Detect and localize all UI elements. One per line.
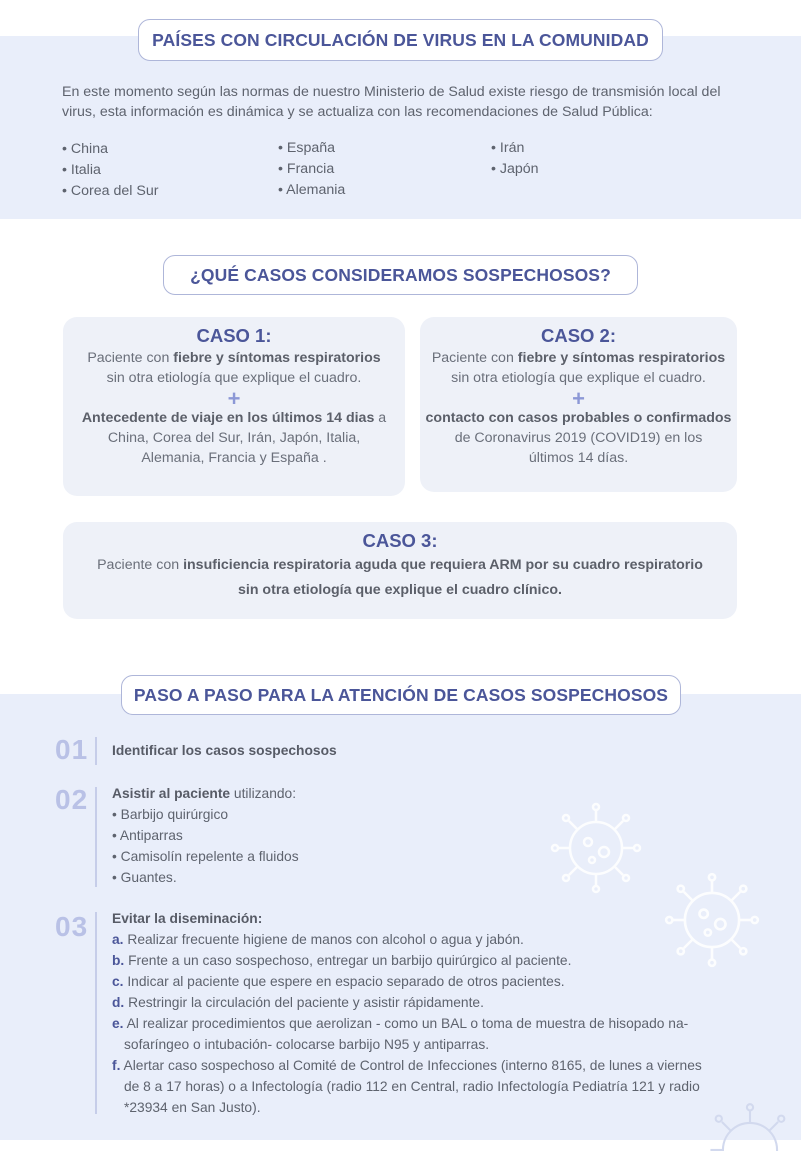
step-3-number: 03 (55, 911, 89, 942)
case-2-card (420, 317, 737, 492)
list-item-text: Alertar caso sospechoso al Comité de Control de Infecciones (interno 8165, de lunes a viernes de 8 a 17 horas) o a Infectología (radio 112 en Central, radio Infectología Pediatría 121 y radio *23934 en San Justo). (120, 1058, 702, 1115)
country-item: • España (278, 140, 336, 156)
country-item: • China (62, 141, 108, 157)
virus-icon (700, 1100, 800, 1151)
case-3-line-1: Paciente con insuficiencia respiratoria aguda que requiera ARM por su cuadro respiratorio (97, 557, 703, 573)
list-item-letter: c. (112, 974, 124, 989)
list-item-letter: b. (112, 953, 125, 968)
country-item: • Francia (278, 161, 335, 177)
country-item: • Alemania (278, 182, 346, 198)
step-2-number: 02 (55, 784, 89, 815)
case-1-title: CASO 1: (196, 325, 272, 346)
case-2-line-2: sin otra etiología que explique el cuadro. (451, 370, 706, 386)
case-1-line-4: China, Corea del Sur, Irán, Japón, Italia, (107, 430, 361, 446)
step-1-divider (95, 737, 97, 765)
list-item (112, 950, 712, 971)
country-item: • Italia (62, 162, 101, 178)
countries-column-3 (491, 138, 539, 180)
list-item-text: Frente a un caso sospechoso, entregar un barbijo quirúrgico al paciente. (124, 953, 572, 968)
list-item (112, 971, 712, 992)
list-item: • Barbijo quirúrgico (112, 807, 229, 822)
case-2-line-1: Paciente con fiebre y síntomas respiratorios (431, 350, 726, 366)
list-item-letter: d. (112, 995, 125, 1010)
list-item (112, 992, 712, 1013)
country-item: • Irán (491, 140, 525, 156)
step-3-divider (95, 912, 97, 1114)
step-1-number: 01 (55, 734, 89, 765)
virus-icon (548, 800, 644, 896)
list-item-letter: a. (112, 932, 124, 947)
case-1-line-2: sin otra etiología que explique el cuadro. (106, 370, 362, 386)
case-1-card (63, 317, 405, 496)
case-2-title: CASO 2: (540, 325, 617, 346)
step-2-list (112, 804, 299, 888)
list-item-letter: e. (112, 1016, 124, 1031)
step-2-content (112, 783, 299, 888)
list-item (112, 1055, 712, 1118)
list-item-text: Restringir la circulación del paciente y asistir rápidamente. (124, 995, 484, 1010)
list-item: • Guantes. (112, 870, 177, 885)
list-item: • Camisolín repelente a fluidos (112, 849, 299, 864)
case-2-line-4: de Coronavirus 2019 (COVID19) en los (454, 430, 703, 446)
plus-icon: + (227, 386, 241, 411)
list-item (112, 1013, 712, 1055)
step-3-list (112, 929, 712, 1118)
countries-section-title: PAÍSES CON CIRCULACIÓN DE VIRUS EN LA COMUNIDAD (138, 19, 663, 61)
list-item-letter: f. (112, 1058, 121, 1073)
step-2-heading: Asistir al paciente utilizando: (112, 786, 297, 801)
case-3-line-2: sin otra etiología que explique el cuadro clínico. (237, 582, 562, 598)
steps-section-title: PASO A PASO PARA LA ATENCIÓN DE CASOS SOSPECHOSOS (121, 675, 681, 715)
country-item: • Corea del Sur (62, 183, 159, 199)
step-3-heading: Evitar la diseminación: (112, 911, 263, 926)
step-1-text: Identificar los casos sospechosos (112, 743, 337, 758)
countries-column-1 (62, 139, 158, 202)
case-3-card (63, 522, 737, 619)
step-2-divider (95, 787, 97, 887)
case-1-line-3: Antecedente de viaje en los últimos 14 dias a (81, 410, 387, 426)
list-item (112, 929, 712, 950)
countries-intro-text: En este momento según las normas de nuestro Ministerio de Salud existe riesgo de transmisión local del virus, esta información es dinámica y se actualiza con las recomendaciones de Salud Pública: (62, 84, 721, 120)
case-3-title: CASO 3: (362, 530, 438, 551)
suspect-cases-title: ¿QUÉ CASOS CONSIDERAMOS SOSPECHOSOS? (163, 255, 638, 295)
plus-icon: + (572, 386, 585, 411)
case-1-line-1: Paciente con fiebre y síntomas respiratorios (87, 350, 381, 366)
list-item-text: Realizar frecuente higiene de manos con alcohol o agua y jabón. (123, 932, 524, 947)
countries-column-2 (278, 138, 345, 201)
case-1-line-5: Alemania, Francia y España . (141, 450, 327, 466)
list-item-text: Al realizar procedimientos que aerolizan - como un BAL o toma de muestra de hisopado na-sofaríngeo o intubación- colocarse barbijo N95 y antiparras. (123, 1016, 689, 1052)
case-2-line-3: contacto con casos probables o confirmados (425, 410, 732, 426)
case-2-line-5: últimos 14 días. (528, 450, 629, 466)
list-item-text: Indicar al paciente que espere en espacio separado de otros pacientes. (123, 974, 565, 989)
country-item: • Japón (491, 161, 539, 177)
list-item: • Antiparras (112, 828, 183, 843)
step-3-content (112, 908, 712, 1118)
